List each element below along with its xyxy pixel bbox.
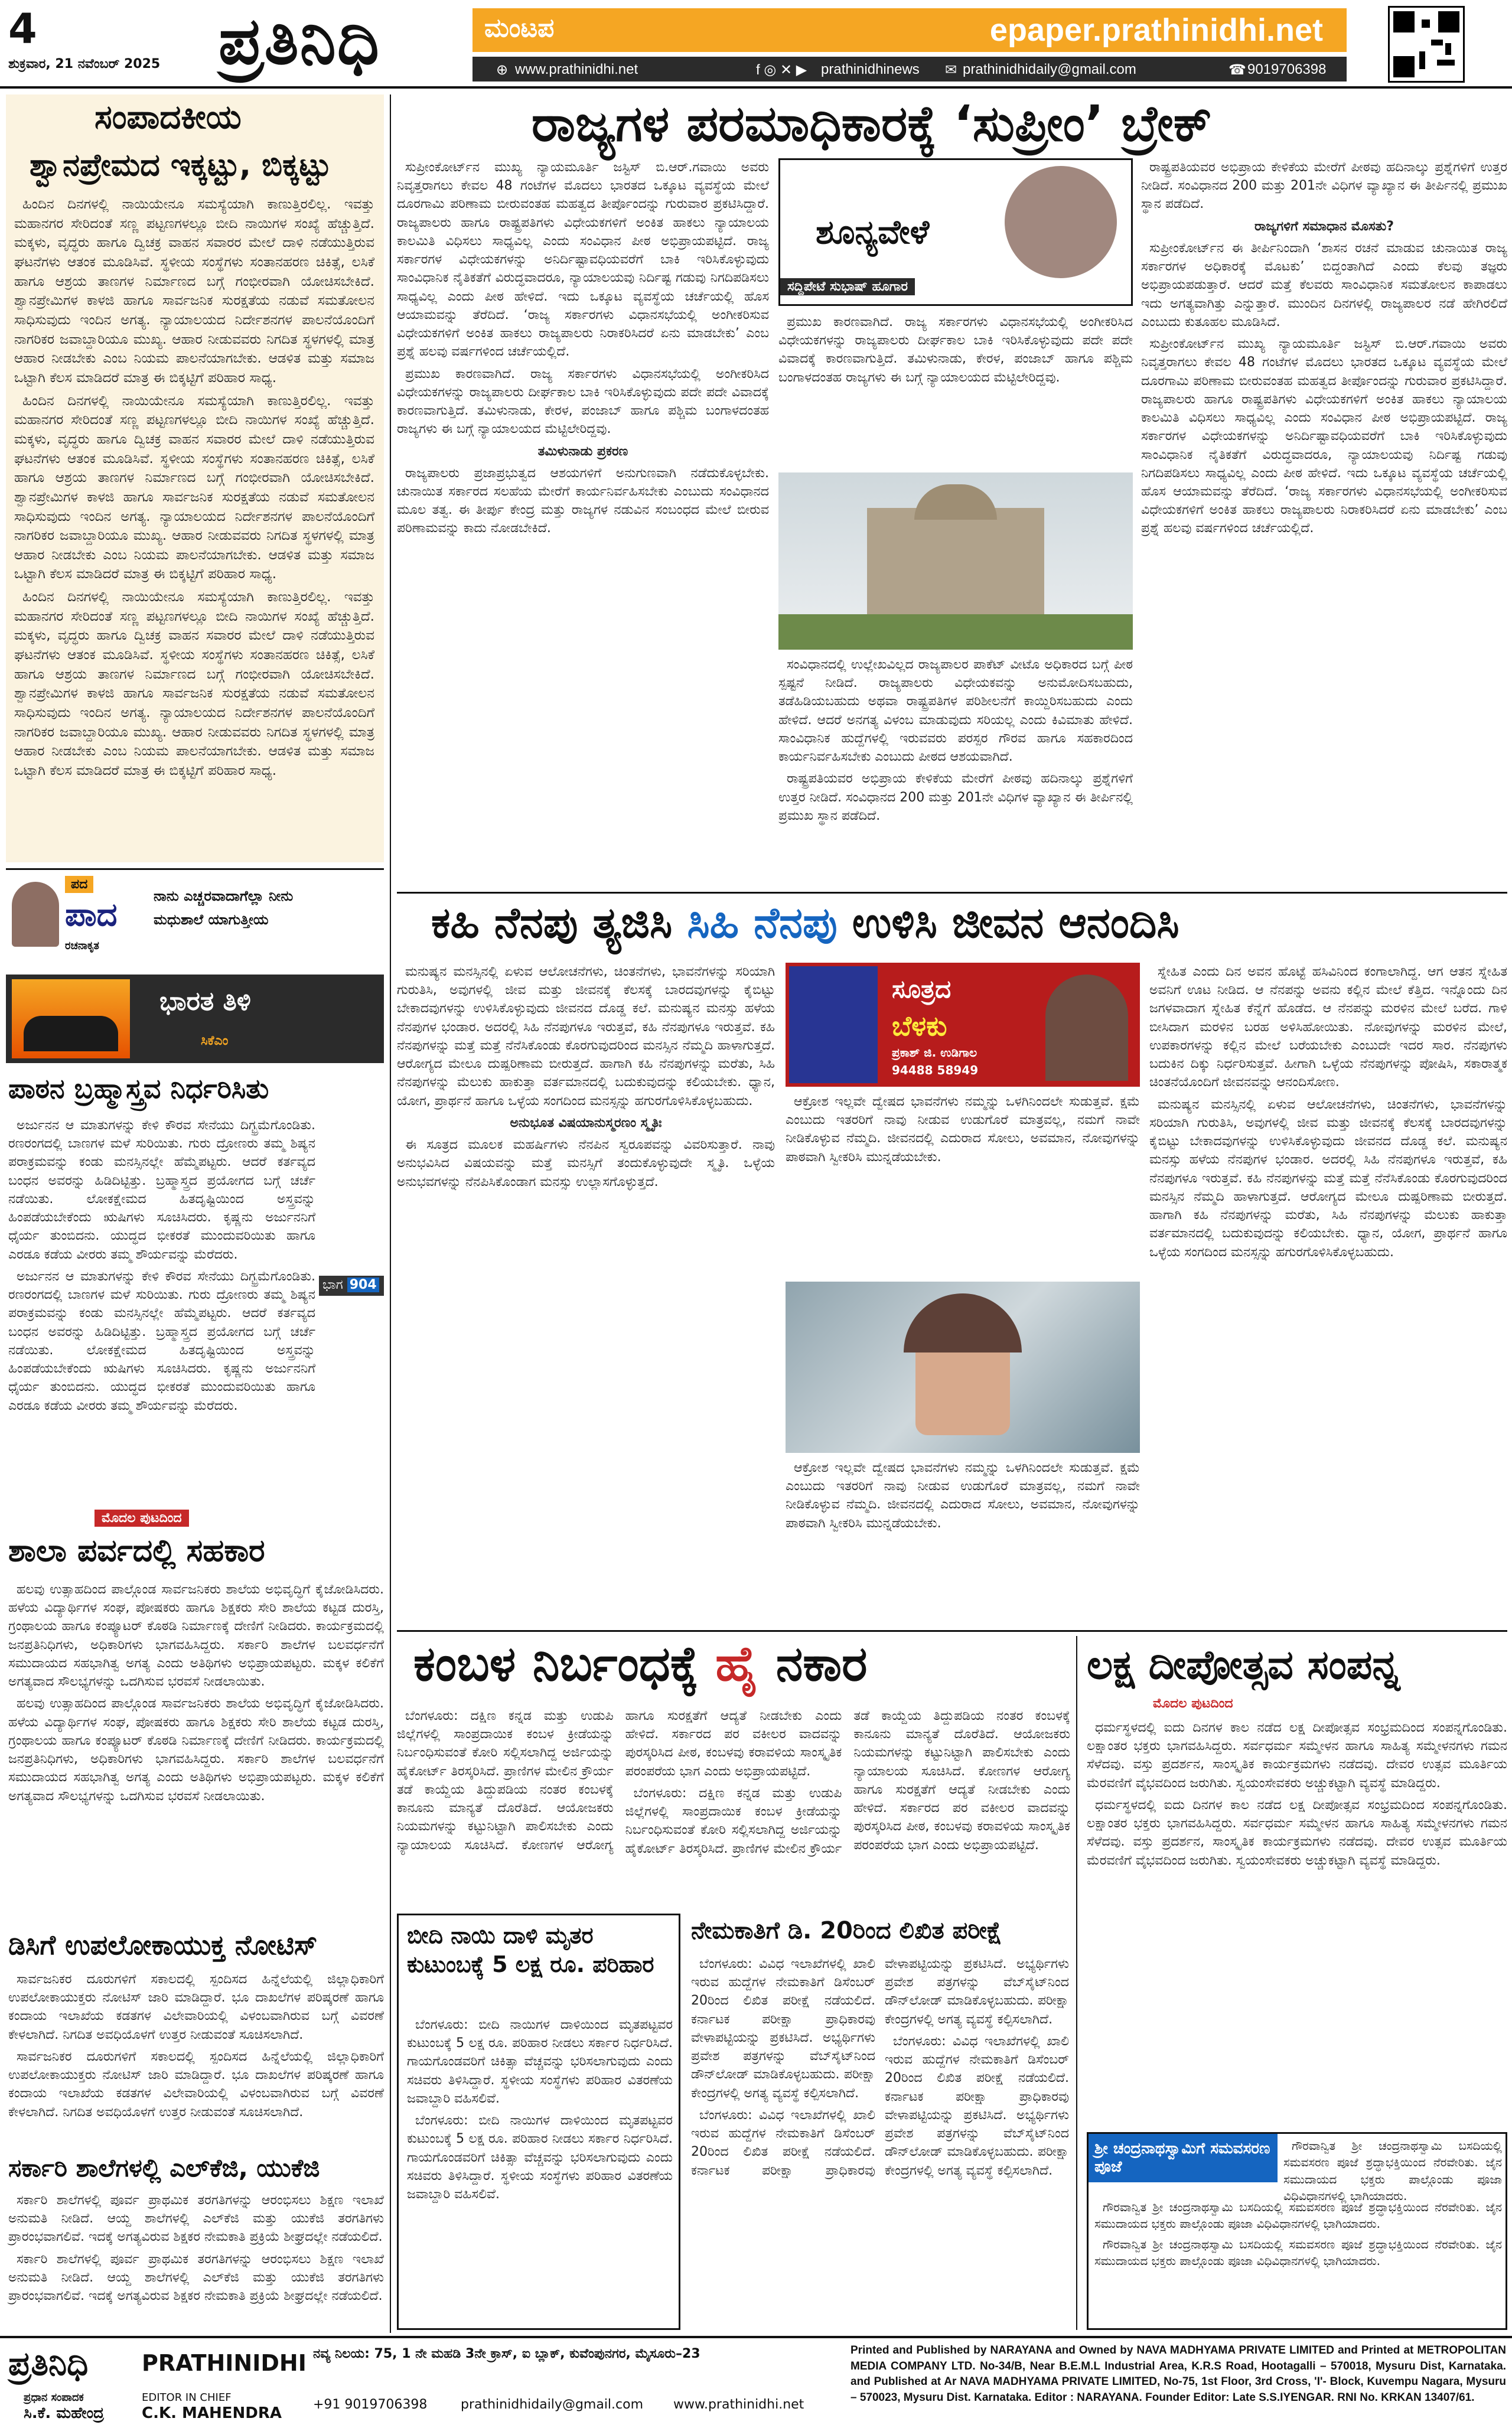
footer-web[interactable]: www.prathinidhi.net [673,2397,804,2412]
kambala-body: ಬೆಂಗಳೂರು: ದಕ್ಷಿಣ ಕನ್ನಡ ಮತ್ತು ಉಡುಪಿ ಜಿಲ್ಲೆಗಳಲ್ಲಿ ಸಾಂಪ್ರದಾಯಿಕ ಕಂಬಳ ಕ್ರೀಡೆಯನ್ನು ನಿರ್ಬಂಧಿಸುವಂತೆ ಕೋರಿ ಸಲ್ಲಿಸಲಾಗಿದ್ದ ಅರ್ಜಿಯನ್ನು ಹೈಕೋರ್ಟ್ ತಿರಸ್ಕರಿಸಿದೆ. ಪ್ರಾಣಿಗಳ ಮೇಲಿನ ಕ್ರೌರ್ಯ ತಡೆ ಕಾಯ್ದೆಯ ತಿದ್ದುಪಡಿಯ ನಂತರ ಕಂಬಳಕ್ಕೆ ಕಾನೂನು ಮಾನ್ಯತೆ ದೊರೆತಿದೆ. ಆಯೋಜಕರು ನಿಯಮಗಳನ್ನು ಕಟ್ಟುನಿಟ್ಟಾಗಿ ಪಾಲಿಸಬೇಕು ಎಂದು ನ್ಯಾಯಾಲಯ ಸೂಚಿಸಿದೆ. ಕೋಣಗಳ ಆರೋಗ್ಯ ಹಾಗೂ ಸುರಕ್ಷತೆಗೆ ಆದ್ಯತೆ ನೀಡಬೇಕು ಎಂದು ಹೇಳಿದೆ. ಸರ್ಕಾರದ ಪರ ವಕೀಲರ ವಾದವನ್ನು ಪುರಸ್ಕರಿಸಿದ ಪೀಠ, ಕಂಬಳವು ಕರಾವಳಿಯ ಸಾಂಸ್ಕೃತಿಕ ಪರಂಪರೆಯ ಭಾಗ ಎಂದು ಅಭಿಪ್ರಾಯಪಟ್ಟಿದೆ. ಬೆಂಗಳೂರು: ದಕ್ಷಿಣ ಕನ್ನಡ ಮತ್ತು ಉಡುಪಿ ಜಿಲ್ಲೆಗಳಲ್ಲಿ ಸಾಂಪ್ರದಾಯಿಕ ಕಂಬಳ ಕ್ರೀಡೆಯನ್ನು ನಿರ್ಬಂಧಿಸುವಂತೆ ಕೋರಿ ಸಲ್ಲಿಸಲಾಗಿದ್ದ ಅರ್ಜಿಯನ್ನು ಹೈಕೋರ್ಟ್ ತಿರಸ್ಕರಿಸಿದೆ. ಪ್ರಾಣಿಗಳ ಮೇಲಿನ ಕ್ರೌರ್ಯ ತಡೆ ಕಾಯ್ದೆಯ ತಿದ್ದುಪಡಿಯ ನಂತರ ಕಂಬಳಕ್ಕೆ ಕಾನೂನು ಮಾನ್ಯತೆ ದೊರೆತಿದೆ. ಆಯೋಜಕರು ನಿಯಮಗಳನ್ನು ಕಟ್ಟುನಿಟ್ಟಾಗಿ ಪಾಲಿಸಬೇಕು ಎಂದು ನ್ಯಾಯಾಲಯ ಸೂಚಿಸಿದೆ. ಕೋಣಗಳ ಆರೋಗ್ಯ ಹಾಗೂ ಸುರಕ್ಷತೆಗೆ ಆದ್ಯತೆ ನೀಡಬೇಕು ಎಂದು ಹೇಳಿದೆ. ಸರ್ಕಾರದ ಪರ ವಕೀಲರ ವಾದವನ್ನು ಪುರಸ್ಕರಿಸಿದ ಪೀಠ, ಕಂಬಳವು ಕರಾವಳಿಯ ಸಾಂಸ್ಕೃತಿಕ ಪರಂಪರೆಯ ಭಾಗ ಎಂದು ಅಭಿಪ್ರಾಯಪಟ್ಟಿದೆ. [397,1709,1070,1856]
columnist-name: ಸದ್ದಿಪೇಟೆ ಸುಭಾಷ್ ಹೂಗಾರ [780,278,915,295]
lead-body-col1: ಸುಪ್ರೀಂಕೋರ್ಟ್‌ನ ಮುಖ್ಯ ನ್ಯಾಯಮೂರ್ತಿ ಜಸ್ಟಿಸ್ ಬಿ.ಆರ್.ಗವಾಯಿ ಅವರು ನಿವೃತ್ತರಾಗಲು ಕೇವಲ 48 ಗಂಟೆಗಳ ಮೊದಲು ಭಾರತದ ಒಕ್ಕೂಟ ವ್ಯವಸ್ಥೆಯ ಮೇಲೆ ದೂರಗಾಮಿ ಪರಿಣಾಮ ಬೀರುವಂತಹ ಮಹತ್ವದ ತೀರ್ಪೊಂದನ್ನು ಗುರುವಾರ ಪ್ರಕಟಿಸಿದ್ದಾರೆ. ರಾಜ್ಯಪಾಲರು ಹಾಗೂ ರಾಷ್ಟ್ರಪತಿಗಳು ವಿಧೇಯಕಗಳಿಗೆ ಅಂಕಿತ ಹಾಕಲು ನ್ಯಾಯಾಲಯ ಕಾಲಮಿತಿ ವಿಧಿಸಲು ಸಾಧ್ಯವಿಲ್ಲ ಎಂದು ಸಂವಿಧಾನ ಪೀಠ ಅಭಿಪ್ರಾಯಪಟ್ಟಿದೆ. ರಾಜ್ಯ ಸರ್ಕಾರಗಳ ವಿಧೇಯಕಗಳನ್ನು ಅನಿರ್ದಿಷ್ಟಾವಧಿಯವರೆಗೆ ಬಾಕಿ ಇರಿಸಿಕೊಳ್ಳುವುದು ಸಾಂವಿಧಾನಿಕ ನೈತಿಕತೆಗೆ ವಿರುದ್ಧವಾದರೂ, ನ್ಯಾಯಾಲಯವು ನಿರ್ದಿಷ್ಟ ಗಡುವು ನಿಗದಿಪಡಿಸಲು ಸಾಧ್ಯವಿಲ್ಲ ಎಂದು ಪೀಠ ಹೇಳಿದೆ. ಇದು ಒಕ್ಕೂಟ ವ್ಯವಸ್ಥೆಯ ಚರ್ಚೆಯಲ್ಲಿ ಹೊಸ ಆಯಾಮವನ್ನು ತೆರೆದಿದೆ. ‘ರಾಜ್ಯ ಸರ್ಕಾರಗಳು ವಿಧಾನಸಭೆಯಲ್ಲಿ ಅಂಗೀಕರಿಸುವ ವಿಧೇಯಕಗಳಿಗೆ ಅಂಕಿತ ಹಾಕಲು ರಾಜ್ಯಪಾಲರು ನಿರಾಕರಿಸಿದರೆ ಏನು ಮಾಡಬೇಕು’ ಎಂಬ ಪ್ರಶ್ನೆ ಹಲವು ವರ್ಷಗಳಿಂದ ಚರ್ಚೆಯಲ್ಲಿದೆ. ಪ್ರಮುಖ ಕಾರಣವಾಗಿದೆ. ರಾಜ್ಯ ಸರ್ಕಾರಗಳು ವಿಧಾನಸಭೆಯಲ್ಲಿ ಅಂಗೀಕರಿಸಿದ ವಿಧೇಯಕಗಳನ್ನು ರಾಜ್ಯಪಾಲರು ದೀರ್ಘಕಾಲ ಬಾಕಿ ಇರಿಸಿಕೊಳ್ಳುವುದು ಪದೇ ಪದೇ ವಿವಾದಕ್ಕೆ ಕಾರಣವಾಗುತ್ತಿದೆ. ತಮಿಳುನಾಡು, ಕೇರಳ, ಪಂಜಾಬ್ ಹಾಗೂ ಪಶ್ಚಿಮ ಬಂಗಾಳದಂತಹ ರಾಜ್ಯಗಳು ಈ ಬಗ್ಗೆ ನ್ಯಾಯಾಲಯದ ಮೆಟ್ಟಿಲೇರಿದ್ದವು. ತಮಿಳುನಾಡು ಪ್ರಕರಣ ರಾಜ್ಯಪಾಲರು ಪ್ರಜಾಪ್ರಭುತ್ವದ ಆಶಯಗಳಿಗೆ ಅನುಗುಣವಾಗಿ ನಡೆದುಕೊಳ್ಳಬೇಕು. ಚುನಾಯಿತ ಸರ್ಕಾರದ ಸಲಹೆಯ ಮೇರೆಗೆ ಕಾರ್ಯನಿರ್ವಹಿಸಬೇಕು ಎಂಬುದು ಸಂವಿಧಾನದ ಮೂಲ ತತ್ವ. ಈ ತೀರ್ಪು ಕೇಂದ್ರ ಮತ್ತು ರಾಜ್ಯಗಳ ನಡುವಿನ ಸಂಬಂಧದ ಮೇಲೆ ಬೀರುವ ಪರಿಣಾಮವನ್ನು ಕಾದು ನೋಡಬೇಕಿದೆ. [397,160,769,536]
website-link[interactable]: www.prathinidhi.net [515,61,638,77]
deepotsava-body: ಧರ್ಮಸ್ಥಳದಲ್ಲಿ ಐದು ದಿನಗಳ ಕಾಲ ನಡೆದ ಲಕ್ಷ ದೀಪೋತ್ಸವ ಸಂಭ್ರಮದಿಂದ ಸಂಪನ್ನಗೊಂಡಿತು. ಲಕ್ಷಾಂತರ ಭಕ್ತರು ಭಾಗವಹಿಸಿದ್ದರು. ಸರ್ವಧರ್ಮ ಸಮ್ಮೇಳನ ಹಾಗೂ ಸಾಹಿತ್ಯ ಸಮ್ಮೇಳನಗಳು ಗಮನ ಸೆಳೆದವು. ವಸ್ತು ಪ್ರದರ್ಶನ, ಸಾಂಸ್ಕೃತಿಕ ಕಾರ್ಯಕ್ರಮಗಳು ನಡೆದವು. ದೇವರ ಉತ್ಸವ ಮೂರ್ತಿಯ ಮೆರವಣಿಗೆ ವೈಭವದಿಂದ ಜರುಗಿತು. ಸ್ವಯಂಸೇವಕರು ಅಚ್ಚುಕಟ್ಟಾಗಿ ವ್ಯವಸ್ಥೆ ಮಾಡಿದ್ದರು. ಧರ್ಮಸ್ಥಳದಲ್ಲಿ ಐದು ದಿನಗಳ ಕಾಲ ನಡೆದ ಲಕ್ಷ ದೀಪೋತ್ಸವ ಸಂಭ್ರಮದಿಂದ ಸಂಪನ್ನಗೊಂಡಿತು. ಲಕ್ಷಾಂತರ ಭಕ್ತರು ಭಾಗವಹಿಸಿದ್ದರು. ಸರ್ವಧರ್ಮ ಸಮ್ಮೇಳನ ಹಾಗೂ ಸಾಹಿತ್ಯ ಸಮ್ಮೇಳನಗಳು ಗಮನ ಸೆಳೆದವು. ವಸ್ತು ಪ್ರದರ್ಶನ, ಸಾಂಸ್ಕೃತಿಕ ಕಾರ್ಯಕ್ರಮಗಳು ನಡೆದವು. ದೇವರ ಉತ್ಸವ ಮೂರ್ತಿಯ ಮೆರವಣಿಗೆ ವೈಭವದಿಂದ ಜರುಗಿತು. ಸ್ವಯಂಸೇವಕರು ಅಚ್ಚುಕಟ್ಟಾಗಿ ವ್ಯವಸ್ಥೆ ಮಾಡಿದ್ದರು. [1087,1720,1507,1868]
bharata-banner [6,975,384,1063]
lkg-body: ಸರ್ಕಾರಿ ಶಾಲೆಗಳಲ್ಲಿ ಪೂರ್ವ ಪ್ರಾಥಮಿಕ ತರಗತಿಗಳನ್ನು ಆರಂಭಿಸಲು ಶಿಕ್ಷಣ ಇಲಾಖೆ ಅನುಮತಿ ನೀಡಿದೆ. ಆಯ್ದ ಶಾಲೆಗಳಲ್ಲಿ ಎಲ್‌ಕೆಜಿ ಮತ್ತು ಯುಕೆಜಿ ತರಗತಿಗಳು ಪ್ರಾರಂಭವಾಗಲಿವೆ. ಇದಕ್ಕೆ ಅಗತ್ಯವಿರುವ ಶಿಕ್ಷಕರ ನೇಮಕಾತಿ ಪ್ರಕ್ರಿಯೆ ಶೀಘ್ರದಲ್ಲೇ ನಡೆಯಲಿದೆ. ಸರ್ಕಾರಿ ಶಾಲೆಗಳಲ್ಲಿ ಪೂರ್ವ ಪ್ರಾಥಮಿಕ ತರಗತಿಗಳನ್ನು ಆರಂಭಿಸಲು ಶಿಕ್ಷಣ ಇಲಾಖೆ ಅನುಮತಿ ನೀಡಿದೆ. ಆಯ್ದ ಶಾಲೆಗಳಲ್ಲಿ ಎಲ್‌ಕೆಜಿ ಮತ್ತು ಯುಕೆಜಿ ತರಗತಿಗಳು ಪ್ರಾರಂಭವಾಗಲಿವೆ. ಇದಕ್ಕೆ ಅಗತ್ಯವಿರುವ ಶಿಕ್ಷಕರ ನೇಮಕಾತಿ ಪ್ರಕ್ರಿಯೆ ಶೀಘ್ರದಲ್ಲೇ ನಡೆಯಲಿದೆ. [8,2193,384,2304]
hope-headline: ಕಹಿ ನೆನಪು ತ್ಯಜಿಸಿ ಸಿಹಿ ನೆನಪು ಉಳಿಸಿ ಜೀವನ ಆನಂದಿಸಿ [431,898,1179,947]
column-banner [778,158,1133,306]
page-number: 4 [8,5,37,53]
footer-email[interactable]: prathinidhidaily@gmail.com [461,2397,644,2412]
stressed-woman-photo [786,1282,1140,1453]
samavasarana-box [1087,2132,1507,2330]
hope-body-col2: ಆಕ್ರೋಶ ಇಲ್ಲವೇ ದ್ವೇಷದ ಭಾವನೆಗಳು ನಮ್ಮನ್ನು ಒಳಗಿನಿಂದಲೇ ಸುಡುತ್ತವೆ. ಕ್ಷಮೆ ಎಂಬುದು ಇತರರಿಗೆ ನಾವು ನೀಡುವ ಉಡುಗೊರೆ ಮಾತ್ರವಲ್ಲ, ನಮಗೆ ನಾವೇ ನೀಡಿಕೊಳ್ಳುವ ನೆಮ್ಮದಿ. ಜೀವನದಲ್ಲಿ ಎದುರಾದ ಸೋಲು, ಅವಮಾನ, ನೋವುಗಳನ್ನು ಪಾಠವಾಗಿ ಸ್ವೀಕರಿಸಿ ಮುನ್ನಡೆಯಬೇಕು. [786,1094,1140,1165]
samavasarana-body-2: ಗೌರವಾನ್ವಿತ ಶ್ರೀ ಚಂದ್ರನಾಥಸ್ವಾಮಿ ಬಸದಿಯಲ್ಲಿ ಸಮವಸರಣ ಪೂಜೆ ಶ್ರದ್ಧಾಭಕ್ತಿಯಿಂದ ನೆರವೇರಿತು. ಜೈನ ಸಮುದಾಯದ ಭಕ್ತರು ಪಾಲ್ಗೊಂಡು ಪೂಜಾ ವಿಧಿವಿಧಾನಗಳಲ್ಲಿ ಭಾಗಿಯಾದರು. ಗೌರವಾನ್ವಿತ ಶ್ರೀ ಚಂದ್ರನಾಥಸ್ವಾಮಿ ಬಸದಿಯಲ್ಲಿ ಸಮವಸರಣ ಪೂಜೆ ಶ್ರದ್ಧಾಭಕ್ತಿಯಿಂದ ನೆರವೇರಿತು. ಜೈನ ಸಮುದಾಯದ ಭಕ್ತರು ಪಾಲ್ಗೊಂಡು ಪೂಜಾ ವಿಧಿವಿಧಾನಗಳಲ್ಲಿ ಭಾಗಿಯಾದರು. [1094,2200,1502,2269]
banner-title: ಸೂತ್ರದ [892,975,951,1003]
banner-phone: 94488 58949 [892,1063,979,1077]
chariot-silhouette [24,1016,118,1051]
deity-image [789,966,878,1083]
banner-subtitle: ಬೆಳಕು [892,1010,947,1042]
editorial-title: ಶ್ವಾನಪ್ರೇಮದ ಇಕ್ಕಟ್ಟು, ಬಿಕ್ಕಟ್ಟು [30,148,331,183]
editor-en-label: EDITOR IN CHIEF [142,2391,232,2404]
email-link[interactable]: prathinidhidaily@gmail.com [963,61,1136,77]
deepotsava-headline: ಲಕ್ಷ ದೀಪೋತ್ಸವ ಸಂಪನ್ನ [1087,1642,1400,1689]
pada-line-2: ಮಧುಶಾಲೆ ಯಾಗುತ್ತೀಯ [154,911,269,928]
editorial-block [6,94,384,862]
footer-logo-en: PRATHINIDHI [142,2350,307,2376]
kambala-headline: ಕಂಬಳ ನಿರ್ಬಂಧಕ್ಕೆ ಹೈ ನಕಾರ [413,1636,868,1692]
editor-en-name: C.K. MAHENDRA [142,2404,282,2422]
editor-kn-name: ಸಿ.ಕೆ. ಮಹೇಂದ್ರ [24,2404,105,2422]
front-page-tag: ಮೊದಲ ಪುಟದಿಂದ [94,1510,189,1527]
lead-body-col2: ಪ್ರಮುಖ ಕಾರಣವಾಗಿದೆ. ರಾಜ್ಯ ಸರ್ಕಾರಗಳು ವಿಧಾನಸಭೆಯಲ್ಲಿ ಅಂಗೀಕರಿಸಿದ ವಿಧೇಯಕಗಳನ್ನು ರಾಜ್ಯಪಾಲರು ದೀರ್ಘಕಾಲ ಬಾಕಿ ಇರಿಸಿಕೊಳ್ಳುವುದು ಪದೇ ಪದೇ ವಿವಾದಕ್ಕೆ ಕಾರಣವಾಗುತ್ತಿದೆ. ತಮಿಳುನಾಡು, ಕೇರಳ, ಪಂಜಾಬ್ ಹಾಗೂ ಪಶ್ಚಿಮ ಬಂಗಾಳದಂತಹ ರಾಜ್ಯಗಳು ಈ ಬಗ್ಗೆ ನ್ಯಾಯಾಲಯದ ಮೆಟ್ಟಿಲೇರಿದ್ದವು. [778,315,1133,385]
dc-body: ಸಾರ್ವಜನಿಕರ ದೂರುಗಳಿಗೆ ಸಕಾಲದಲ್ಲಿ ಸ್ಪಂದಿಸದ ಹಿನ್ನೆಲೆಯಲ್ಲಿ ಜಿಲ್ಲಾಧಿಕಾರಿಗೆ ಉಪಲೋಕಾಯುಕ್ತರು ನೋಟಿಸ್ ಜಾರಿ ಮಾಡಿದ್ದಾರೆ. ಭೂ ದಾಖಲೆಗಳ ಪರಿಷ್ಕರಣೆ ಹಾಗೂ ಕಂದಾಯ ಇಲಾಖೆಯ ಕಡತಗಳ ವಿಲೇವಾರಿಯಲ್ಲಿ ವಿಳಂಬವಾಗಿರುವ ಬಗ್ಗೆ ವಿವರಣೆ ಕೇಳಲಾಗಿದೆ. ನಿಗದಿತ ಅವಧಿಯೊಳಗೆ ಉತ್ತರ ನೀಡುವಂತೆ ಸೂಚಿಸಲಾಗಿದೆ. ಸಾರ್ವಜನಿಕರ ದೂರುಗಳಿಗೆ ಸಕಾಲದಲ್ಲಿ ಸ್ಪಂದಿಸದ ಹಿನ್ನೆಲೆಯಲ್ಲಿ ಜಿಲ್ಲಾಧಿಕಾರಿಗೆ ಉಪಲೋಕಾಯುಕ್ತರು ನೋಟಿಸ್ ಜಾರಿ ಮಾಡಿದ್ದಾರೆ. ಭೂ ದಾಖಲೆಗಳ ಪರಿಷ್ಕರಣೆ ಹಾಗೂ ಕಂದಾಯ ಇಲಾಖೆಯ ಕಡತಗಳ ವಿಲೇವಾರಿಯಲ್ಲಿ ವಿಳಂಬವಾಗಿರುವ ಬಗ್ಗೆ ವಿವರಣೆ ಕೇಳಲಾಗಿದೆ. ನಿಗದಿತ ಅವಧಿಯೊಳಗೆ ಉತ್ತರ ನೀಡುವಂತೆ ಸೂಚಿಸಲಾಗಿದೆ. [8,1972,384,2120]
footer-address: ನವ್ಯ ನಿಲಯ: 75, 1 ನೇ ಮಹಡಿ 3ನೇ ಕ್ರಾಸ್, ಐ ಬ್ಲಾಕ್, ಕುವೆಂಪುನಗರ, ಮೈಸೂರು–23 [313,2346,700,2361]
section-band [472,8,1347,52]
pada-label: ಪದ [65,876,93,893]
section-divider [397,892,1507,894]
bharata-part: ಭಾಗ 904 [319,1276,384,1296]
hope-body-col4: ಸ್ನೇಹಿತ ಎಂದು ದಿನ ಅವನ ಹೊಟ್ಟೆ ಹಸಿವಿನಿಂದ ಕಂಗಾಲಾಗಿದ್ದ. ಆಗ ಆತನ ಸ್ನೇಹಿತ ಅವನಿಗೆ ಊಟ ನೀಡಿದ. ಆ ನೆನಪನ್ನು ಅವನು ಕಲ್ಲಿನ ಮೇಲೆ ಕೆತ್ತಿದ. ಇನ್ನೊಂದು ದಿನ ಜಗಳವಾದಾಗ ಸ್ನೇಹಿತ ಕೆನ್ನೆಗೆ ಹೊಡೆದ. ಆ ನೆನಪನ್ನು ಮರಳಿನ ಮೇಲೆ ಬರೆದ. ಗಾಳಿ ಬೀಸಿದಾಗ ಮರಳಿನ ಬರಹ ಅಳಿಸಿಹೋಯಿತು. ನೋವುಗಳನ್ನು ಮರಳಿನ ಮೇಲೆ, ಉಪಕಾರಗಳನ್ನು ಕಲ್ಲಿನ ಮೇಲೆ ಬರೆಯಬೇಕು ಎಂಬುದೇ ಇದರ ಸಾರ. ನೆನಪುಗಳು ಬದುಕಿನ ದಿಕ್ಕು ನಿರ್ಧರಿಸುತ್ತವೆ. ಹೀಗಾಗಿ ಒಳ್ಳೆಯ ನೆನಪುಗಳನ್ನು ಪೋಷಿಸಿ, ಸಕಾರಾತ್ಮಕ ಚಿಂತನೆಯೊಂದಿಗೆ ಜೀವನವನ್ನು ಆನಂದಿಸೋಣ. ಮನುಷ್ಯನ ಮನಸ್ಸಿನಲ್ಲಿ ಏಳುವ ಆಲೋಚನೆಗಳು, ಚಿಂತನೆಗಳು, ಭಾವನೆಗಳನ್ನು ಸರಿಯಾಗಿ ಗುರುತಿಸಿ, ಅವುಗಳಲ್ಲಿ ಜೀವ ಮತ್ತು ಜೀವನಕ್ಕೆ ಕೆಲಸಕ್ಕೆ ಬಾರದವುಗಳನ್ನು ಕೈಬಿಟ್ಟು ಬೇಕಾದವುಗಳನ್ನು ಉಳಿಸಿಕೊಳ್ಳುವುದು ಜೀವನದ ದೊಡ್ಡ ಕಲೆ. ಮನುಷ್ಯನ ಮನಸ್ಸು ಹಳೆಯ ನೆನಪುಗಳ ಭಂಡಾರ. ಅದರಲ್ಲಿ ಸಿಹಿ ನೆನಪುಗಳೂ ಇರುತ್ತವೆ, ಕಹಿ ನೆನಪುಗಳೂ ಇರುತ್ತವೆ. ಕಹಿ ನೆನಪುಗಳನ್ನು ಮತ್ತೆ ಮತ್ತೆ ನೆನೆಸಿಕೊಂಡು ಕೊರಗುವುದರಿಂದ ಮನಸ್ಸಿನ ನೆಮ್ಮದಿ ಹಾಳಾಗುತ್ತದೆ. ಆರೋಗ್ಯದ ಮೇಲೂ ದುಷ್ಪರಿಣಾಮ ಬೀರುತ್ತದೆ. ಹಾಗಾಗಿ ಕಹಿ ನೆನಪುಗಳನ್ನು ಮರೆತು, ಸಿಹಿ ನೆನಪುಗಳನ್ನು ಮೆಲುಕು ಹಾಕುತ್ತಾ ವರ್ತಮಾನದಲ್ಲಿ ಬದುಕುವುದನ್ನು ಕಲಿಯಬೇಕು. ಧ್ಯಾನ, ಯೋಗ, ಪ್ರಾರ್ಥನೆ ಹಾಗೂ ಒಳ್ಳೆಯ ಸಂಗದಿಂದ ಮನಸ್ಸನ್ನು ಹಗುರಗೊಳಿಸಿಕೊಳ್ಳಬಹುದು. [1149,964,1507,1260]
masthead-logo[interactable]: ಪ್ರತಿನಿಧಿ [219,2,380,79]
dog-body: ಬೆಂಗಳೂರು: ಬೀದಿ ನಾಯಿಗಳ ದಾಳಿಯಿಂದ ಮೃತಪಟ್ಟವರ ಕುಟುಂಬಕ್ಕೆ 5 ಲಕ್ಷ ರೂ. ಪರಿಹಾರ ನೀಡಲು ಸರ್ಕಾರ ನಿರ್ಧರಿಸಿದೆ. ಗಾಯಗೊಂಡವರಿಗೆ ಚಿಕಿತ್ಸಾ ವೆಚ್ಚವನ್ನು ಭರಿಸಲಾಗುವುದು ಎಂದು ಸಚಿವರು ತಿಳಿಸಿದ್ದಾರೆ. ಸ್ಥಳೀಯ ಸಂಸ್ಥೆಗಳು ಪರಿಹಾರ ವಿತರಣೆಯ ಜವಾಬ್ದಾರಿ ವಹಿಸಲಿವೆ. ಬೆಂಗಳೂರು: ಬೀದಿ ನಾಯಿಗಳ ದಾಳಿಯಿಂದ ಮೃತಪಟ್ಟವರ ಕುಟುಂಬಕ್ಕೆ 5 ಲಕ್ಷ ರೂ. ಪರಿಹಾರ ನೀಡಲು ಸರ್ಕಾರ ನಿರ್ಧರಿಸಿದೆ. ಗಾಯಗೊಂಡವರಿಗೆ ಚಿಕಿತ್ಸಾ ವೆಚ್ಚವನ್ನು ಭರಿಸಲಾಗುವುದು ಎಂದು ಸಚಿವರು ತಿಳಿಸಿದ್ದಾರೆ. ಸ್ಥಳೀಯ ಸಂಸ್ಥೆಗಳು ಪರಿಹಾರ ವಿತರಣೆಯ ಜವಾಬ್ದಾರಿ ವಹಿಸಲಿವೆ. [407,2018,673,2202]
deepotsava-tag: ಮೊದಲ ಪುಟದಿಂದ [1146,1695,1240,1712]
samavasarana-title: ಶ್ರೀ ಚಂದ್ರನಾಥಸ್ವಾಮಿಗೆ ಸಮವಸರಣ ಪೂಜೆ [1089,2134,1278,2182]
hope-body-col3: ಆಕ್ರೋಶ ಇಲ್ಲವೇ ದ್ವೇಷದ ಭಾವನೆಗಳು ನಮ್ಮನ್ನು ಒಳಗಿನಿಂದಲೇ ಸುಡುತ್ತವೆ. ಕ್ಷಮೆ ಎಂಬುದು ಇತರರಿಗೆ ನಾವು ನೀಡುವ ಉಡುಗೊರೆ ಮಾತ್ರವಲ್ಲ, ನಮಗೆ ನಾವೇ ನೀಡಿಕೊಳ್ಳುವ ನೆಮ್ಮದಿ. ಜೀವನದಲ್ಲಿ ಎದುರಾದ ಸೋಲು, ಅವಮಾನ, ನೋವುಗಳನ್ನು ಪಾಠವಾಗಿ ಸ್ವೀಕರಿಸಿ ಮುನ್ನಡೆಯಬೇಕು. [786,1461,1140,1531]
pada-box [6,868,384,969]
column-title: ಶೂನ್ಯವೇಳೆ [816,213,930,252]
exam-headline: ನೇಮಕಾತಿಗೆ ಡಿ. 20ರಿಂದ ಲಿಖಿತ ಪರೀಕ್ಷೆ [691,1917,1002,1944]
section-name: ಮಂಟಪ [484,13,555,43]
column-divider-2 [1076,1636,1077,2330]
bharata-headline: ಪಾಠನ ಬ್ರಹ್ಮಾಸ್ತ್ರವ ನಿರ್ಧರಿಸಿತು [8,1073,269,1104]
masthead [0,0,1512,89]
lead-body-col4: ರಾಷ್ಟ್ರಪತಿಯವರ ಅಭಿಪ್ರಾಯ ಕೇಳಿಕೆಯ ಮೇರೆಗೆ ಪೀಠವು ಹದಿನಾಲ್ಕು ಪ್ರಶ್ನೆಗಳಿಗೆ ಉತ್ತರ ನೀಡಿದೆ. ಸಂವಿಧಾನದ 200 ಮತ್ತು 201ನೇ ವಿಧಿಗಳ ವ್ಯಾಖ್ಯಾನ ಈ ತೀರ್ಪಿನಲ್ಲಿ ಪ್ರಮುಖ ಸ್ಥಾನ ಪಡೆದಿದೆ. ರಾಜ್ಯಗಳಿಗೆ ಸಮಾಧಾನ ಮೊಸತು? ಸುಪ್ರೀಂಕೋರ್ಟ್‌ನ ಈ ತೀರ್ಪಿನಿಂದಾಗಿ ‘ಶಾಸನ ರಚನೆ ಮಾಡುವ ಚುನಾಯಿತ ರಾಜ್ಯ ಸರ್ಕಾರಗಳ ಅಧಿಕಾರಕ್ಕೆ ಮೊಟಕು’ ಬಿದ್ದಂತಾಗಿದೆ ಎಂದು ಕೆಲವು ತಜ್ಞರು ಅಭಿಪ್ರಾಯಪಡುತ್ತಾರೆ. ಆದರೆ ಮತ್ತೆ ಕೆಲವರು ಸಾಂವಿಧಾನಿಕ ಸಮತೋಲನ ಕಾಪಾಡಲು ಇದು ಅಗತ್ಯವಾಗಿತ್ತು ಎನ್ನುತ್ತಾರೆ. ಮುಂದಿನ ದಿನಗಳಲ್ಲಿ ರಾಜ್ಯಪಾಲರ ನಡೆ ಹೇಗಿರಲಿದೆ ಎಂಬುದು ಕುತೂಹಲ ಮೂಡಿಸಿದೆ. ಸುಪ್ರೀಂಕೋರ್ಟ್‌ನ ಮುಖ್ಯ ನ್ಯಾಯಮೂರ್ತಿ ಜಸ್ಟಿಸ್ ಬಿ.ಆರ್.ಗವಾಯಿ ಅವರು ನಿವೃತ್ತರಾಗಲು ಕೇವಲ 48 ಗಂಟೆಗಳ ಮೊದಲು ಭಾರತದ ಒಕ್ಕೂಟ ವ್ಯವಸ್ಥೆಯ ಮೇಲೆ ದೂರಗಾಮಿ ಪರಿಣಾಮ ಬೀರುವಂತಹ ಮಹತ್ವದ ತೀರ್ಪೊಂದನ್ನು ಗುರುವಾರ ಪ್ರಕಟಿಸಿದ್ದಾರೆ. ರಾಜ್ಯಪಾಲರು ಹಾಗೂ ರಾಷ್ಟ್ರಪತಿಗಳು ವಿಧೇಯಕಗಳಿಗೆ ಅಂಕಿತ ಹಾಕಲು ನ್ಯಾಯಾಲಯ ಕಾಲಮಿತಿ ವಿಧಿಸಲು ಸಾಧ್ಯವಿಲ್ಲ ಎಂದು ಸಂವಿಧಾನ ಪೀಠ ಅಭಿಪ್ರಾಯಪಟ್ಟಿದೆ. ರಾಜ್ಯ ಸರ್ಕಾರಗಳ ವಿಧೇಯಕಗಳನ್ನು ಅನಿರ್ದಿಷ್ಟಾವಧಿಯವರೆಗೆ ಬಾಕಿ ಇರಿಸಿಕೊಳ್ಳುವುದು ಸಾಂವಿಧಾನಿಕ ನೈತಿಕತೆಗೆ ವಿರುದ್ಧವಾದರೂ, ನ್ಯಾಯಾಲಯವು ನಿರ್ದಿಷ್ಟ ಗಡುವು ನಿಗದಿಪಡಿಸಲು ಸಾಧ್ಯವಿಲ್ಲ ಎಂದು ಪೀಠ ಹೇಳಿದೆ. ಇದು ಒಕ್ಕೂಟ ವ್ಯವಸ್ಥೆಯ ಚರ್ಚೆಯಲ್ಲಿ ಹೊಸ ಆಯಾಮವನ್ನು ತೆರೆದಿದೆ. ‘ರಾಜ್ಯ ಸರ್ಕಾರಗಳು ವಿಧಾನಸಭೆಯಲ್ಲಿ ಅಂಗೀಕರಿಸುವ ವಿಧೇಯಕಗಳಿಗೆ ಅಂಕಿತ ಹಾಕಲು ರಾಜ್ಯಪಾಲರು ನಿರಾಕರಿಸಿದರೆ ಏನು ಮಾಡಬೇಕು’ ಎಂಬ ಪ್ರಶ್ನೆ ಹಲವು ವರ್ಷಗಳಿಂದ ಚರ್ಚೆಯಲ್ಲಿದೆ. [1141,160,1507,536]
exam-body: ಬೆಂಗಳೂರು: ವಿವಿಧ ಇಲಾಖೆಗಳಲ್ಲಿ ಖಾಲಿ ಇರುವ ಹುದ್ದೆಗಳ ನೇಮಕಾತಿಗೆ ಡಿಸೆಂಬರ್ 20ರಿಂದ ಲಿಖಿತ ಪರೀಕ್ಷೆ ನಡೆಯಲಿದೆ. ಕರ್ನಾಟಕ ಪರೀಕ್ಷಾ ಪ್ರಾಧಿಕಾರವು ವೇಳಾಪಟ್ಟಿಯನ್ನು ಪ್ರಕಟಿಸಿದೆ. ಅಭ್ಯರ್ಥಿಗಳು ಪ್ರವೇಶ ಪತ್ರಗಳನ್ನು ವೆಬ್‌ಸೈಟ್‌ನಿಂದ ಡೌನ್‌ಲೋಡ್ ಮಾಡಿಕೊಳ್ಳಬಹುದು. ಪರೀಕ್ಷಾ ಕೇಂದ್ರಗಳಲ್ಲಿ ಅಗತ್ಯ ವ್ಯವಸ್ಥೆ ಕಲ್ಪಿಸಲಾಗಿದೆ. ಬೆಂಗಳೂರು: ವಿವಿಧ ಇಲಾಖೆಗಳಲ್ಲಿ ಖಾಲಿ ಇರುವ ಹುದ್ದೆಗಳ ನೇಮಕಾತಿಗೆ ಡಿಸೆಂಬರ್ 20ರಿಂದ ಲಿಖಿತ ಪರೀಕ್ಷೆ ನಡೆಯಲಿದೆ. ಕರ್ನಾಟಕ ಪರೀಕ್ಷಾ ಪ್ರಾಧಿಕಾರವು ವೇಳಾಪಟ್ಟಿಯನ್ನು ಪ್ರಕಟಿಸಿದೆ. ಅಭ್ಯರ್ಥಿಗಳು ಪ್ರವೇಶ ಪತ್ರಗಳನ್ನು ವೆಬ್‌ಸೈಟ್‌ನಿಂದ ಡೌನ್‌ಲೋಡ್ ಮಾಡಿಕೊಳ್ಳಬಹುದು. ಪರೀಕ್ಷಾ ಕೇಂದ್ರಗಳಲ್ಲಿ ಅಗತ್ಯ ವ್ಯವಸ್ಥೆ ಕಲ್ಪಿಸಲಾಗಿದೆ. ಬೆಂಗಳೂರು: ವಿವಿಧ ಇಲಾಖೆಗಳಲ್ಲಿ ಖಾಲಿ ಇರುವ ಹುದ್ದೆಗಳ ನೇಮಕಾತಿಗೆ ಡಿಸೆಂಬರ್ 20ರಿಂದ ಲಿಖಿತ ಪರೀಕ್ಷೆ ನಡೆಯಲಿದೆ. ಕರ್ನಾಟಕ ಪರೀಕ್ಷಾ ಪ್ರಾಧಿಕಾರವು ವೇಳಾಪಟ್ಟಿಯನ್ನು ಪ್ರಕಟಿಸಿದೆ. ಅಭ್ಯರ್ಥಿಗಳು ಪ್ರವೇಶ ಪತ್ರಗಳನ್ನು ವೆಬ್‌ಸೈಟ್‌ನಿಂದ ಡೌನ್‌ಲೋಡ್ ಮಾಡಿಕೊಳ್ಳಬಹುದು. ಪರೀಕ್ಷಾ ಕೇಂದ್ರಗಳಲ್ಲಿ ಅಗತ್ಯ ವ್ಯವಸ್ಥೆ ಕಲ್ಪಿಸಲಾಗಿದೆ. [691,1957,1069,2178]
qr-code[interactable] [1388,6,1465,83]
pada-line-1: ನಾನು ಎಚ್ಚರವಾದಾಗೆಲ್ಲಾ ನೀನು [154,888,294,904]
banner-author: ಪ್ರಕಾಶ್ ಜಿ. ಉಡಿಗಾಲ [892,1045,977,1060]
editorial-body: ಹಿಂದಿನ ದಿನಗಳಲ್ಲಿ ನಾಯಿಯೇನೂ ಸಮಸ್ಯೆಯಾಗಿ ಕಾಣುತ್ತಿರಲಿಲ್ಲ. ಇವತ್ತು ಮಹಾನಗರ ಸೇರಿದಂತೆ ಸಣ್ಣ ಪಟ್ಟಣಗಳಲ್ಲೂ ಬೀದಿ ನಾಯಿಗಳ ಸಂಖ್ಯೆ ಹೆಚ್ಚುತ್ತಿದೆ. ಮಕ್ಕಳು, ವೃದ್ಧರು ಹಾಗೂ ದ್ವಿಚಕ್ರ ವಾಹನ ಸವಾರರ ಮೇಲೆ ದಾಳಿ ನಡೆಯುತ್ತಿರುವ ಘಟನೆಗಳು ಆತಂಕ ಮೂಡಿಸಿವೆ. ಸ್ಥಳೀಯ ಸಂಸ್ಥೆಗಳು ಸಂತಾನಹರಣ ಚಿಕಿತ್ಸೆ, ಲಸಿಕೆ ಹಾಗೂ ಆಶ್ರಯ ತಾಣಗಳ ನಿರ್ಮಾಣದ ಬಗ್ಗೆ ಗಂಭೀರವಾಗಿ ಯೋಚಿಸಬೇಕಿದೆ. ಶ್ವಾನಪ್ರೇಮಿಗಳ ಕಾಳಜಿ ಹಾಗೂ ಸಾರ್ವಜನಿಕ ಸುರಕ್ಷತೆಯ ನಡುವೆ ಸಮತೋಲನ ಸಾಧಿಸುವುದು ಇಂದಿನ ಅಗತ್ಯ. ನ್ಯಾಯಾಲಯದ ನಿರ್ದೇಶನಗಳ ಪಾಲನೆಯೊಂದಿಗೆ ನಾಗರಿಕರ ಜವಾಬ್ದಾರಿಯೂ ಮುಖ್ಯ. ಆಹಾರ ನೀಡುವವರು ನಿಗದಿತ ಸ್ಥಳಗಳಲ್ಲಿ ಮಾತ್ರ ಆಹಾರ ನೀಡಬೇಕು ಎಂಬ ನಿಯಮ ಪಾಲನೆಯಾಗಬೇಕು. ಆಡಳಿತ ಮತ್ತು ಸಮಾಜ ಒಟ್ಟಾಗಿ ಕೆಲಸ ಮಾಡಿದರೆ ಮಾತ್ರ ಈ ಬಿಕ್ಕಟ್ಟಿಗೆ ಪರಿಹಾರ ಸಾಧ್ಯ. ಹಿಂದಿನ ದಿನಗಳಲ್ಲಿ ನಾಯಿಯೇನೂ ಸಮಸ್ಯೆಯಾಗಿ ಕಾಣುತ್ತಿರಲಿಲ್ಲ. ಇವತ್ತು ಮಹಾನಗರ ಸೇರಿದಂತೆ ಸಣ್ಣ ಪಟ್ಟಣಗಳಲ್ಲೂ ಬೀದಿ ನಾಯಿಗಳ ಸಂಖ್ಯೆ ಹೆಚ್ಚುತ್ತಿದೆ. ಮಕ್ಕಳು, ವೃದ್ಧರು ಹಾಗೂ ದ್ವಿಚಕ್ರ ವಾಹನ ಸವಾರರ ಮೇಲೆ ದಾಳಿ ನಡೆಯುತ್ತಿರುವ ಘಟನೆಗಳು ಆತಂಕ ಮೂಡಿಸಿವೆ. ಸ್ಥಳೀಯ ಸಂಸ್ಥೆಗಳು ಸಂತಾನಹರಣ ಚಿಕಿತ್ಸೆ, ಲಸಿಕೆ ಹಾಗೂ ಆಶ್ರಯ ತಾಣಗಳ ನಿರ್ಮಾಣದ ಬಗ್ಗೆ ಗಂಭೀರವಾಗಿ ಯೋಚಿಸಬೇಕಿದೆ. ಶ್ವಾನಪ್ರೇಮಿಗಳ ಕಾಳಜಿ ಹಾಗೂ ಸಾರ್ವಜನಿಕ ಸುರಕ್ಷತೆಯ ನಡುವೆ ಸಮತೋಲನ ಸಾಧಿಸುವುದು ಇಂದಿನ ಅಗತ್ಯ. ನ್ಯಾಯಾಲಯದ ನಿರ್ದೇಶನಗಳ ಪಾಲನೆಯೊಂದಿಗೆ ನಾಗರಿಕರ ಜವಾಬ್ದಾರಿಯೂ ಮುಖ್ಯ. ಆಹಾರ ನೀಡುವವರು ನಿಗದಿತ ಸ್ಥಳಗಳಲ್ಲಿ ಮಾತ್ರ ಆಹಾರ ನೀಡಬೇಕು ಎಂಬ ನಿಯಮ ಪಾಲನೆಯಾಗಬೇಕು. ಆಡಳಿತ ಮತ್ತು ಸಮಾಜ ಒಟ್ಟಾಗಿ ಕೆಲಸ ಮಾಡಿದರೆ ಮಾತ್ರ ಈ ಬಿಕ್ಕಟ್ಟಿಗೆ ಪರಿಹಾರ ಸಾಧ್ಯ. ಹಿಂದಿನ ದಿನಗಳಲ್ಲಿ ನಾಯಿಯೇನೂ ಸಮಸ್ಯೆಯಾಗಿ ಕಾಣುತ್ತಿರಲಿಲ್ಲ. ಇವತ್ತು ಮಹಾನಗರ ಸೇರಿದಂತೆ ಸಣ್ಣ ಪಟ್ಟಣಗಳಲ್ಲೂ ಬೀದಿ ನಾಯಿಗಳ ಸಂಖ್ಯೆ ಹೆಚ್ಚುತ್ತಿದೆ. ಮಕ್ಕಳು, ವೃದ್ಧರು ಹಾಗೂ ದ್ವಿಚಕ್ರ ವಾಹನ ಸವಾರರ ಮೇಲೆ ದಾಳಿ ನಡೆಯುತ್ತಿರುವ ಘಟನೆಗಳು ಆತಂಕ ಮೂಡಿಸಿವೆ. ಸ್ಥಳೀಯ ಸಂಸ್ಥೆಗಳು ಸಂತಾನಹರಣ ಚಿಕಿತ್ಸೆ, ಲಸಿಕೆ ಹಾಗೂ ಆಶ್ರಯ ತಾಣಗಳ ನಿರ್ಮಾಣದ ಬಗ್ಗೆ ಗಂಭೀರವಾಗಿ ಯೋಚಿಸಬೇಕಿದೆ. ಶ್ವಾನಪ್ರೇಮಿಗಳ ಕಾಳಜಿ ಹಾಗೂ ಸಾರ್ವಜನಿಕ ಸುರಕ್ಷತೆಯ ನಡುವೆ ಸಮತೋಲನ ಸಾಧಿಸುವುದು ಇಂದಿನ ಅಗತ್ಯ. ನ್ಯಾಯಾಲಯದ ನಿರ್ದೇಶನಗಳ ಪಾಲನೆಯೊಂದಿಗೆ ನಾಗರಿಕರ ಜವಾಬ್ದಾರಿಯೂ ಮುಖ್ಯ. ಆಹಾರ ನೀಡುವವರು ನಿಗದಿತ ಸ್ಥಳಗಳಲ್ಲಿ ಮಾತ್ರ ಆಹಾರ ನೀಡಬೇಕು ಎಂಬ ನಿಯಮ ಪಾಲನೆಯಾಗಬೇಕು. ಆಡಳಿತ ಮತ್ತು ಸಮಾಜ ಒಟ್ಟಾಗಿ ಕೆಲಸ ಮಾಡಿದರೆ ಮಾತ್ರ ಈ ಬಿಕ್ಕಟ್ಟಿಗೆ ಪರಿಹಾರ ಸಾಧ್ಯ. [14,197,374,779]
section-divider-2 [397,1630,1507,1632]
editor-kn-label: ಪ್ರಧಾನ ಸಂಪಾದಕ [24,2391,84,2404]
supreme-court-photo [778,472,1133,650]
dog-headline: ಬೀದಿ ನಾಯಿ ದಾಳಿ ಮೃತರ ಕುಟುಂಬಕ್ಕೆ 5 ಲಕ್ಷ ರೂ. ಪರಿಹಾರ [407,1922,654,1978]
social-icons[interactable]: f ◎ ✕ ▶ [756,62,807,78]
samavasarana-body: ಗೌರವಾನ್ವಿತ ಶ್ರೀ ಚಂದ್ರನಾಥಸ್ವಾಮಿ ಬಸದಿಯಲ್ಲಿ ಸಮವಸರಣ ಪೂಜೆ ಶ್ರದ್ಧಾಭಕ್ತಿಯಿಂದ ನೆರವೇರಿತು. ಜೈನ ಸಮುದಾಯದ ಭಕ್ತರು ಪಾಲ್ಗೊಂಡು ಪೂಜಾ ವಿಧಿವಿಧಾನಗಳಲ್ಲಿ ಭಾಗಿಯಾದರು. [1283,2139,1502,2204]
phone-number: 9019706398 [1247,61,1327,77]
columnist-photo [1005,166,1117,278]
author-portrait [1045,975,1128,1081]
issue-date: ಶುಕ್ರವಾರ, 21 ನವೆಂಬರ್ 2025 [8,57,161,71]
epaper-link[interactable]: epaper.prathinidhi.net [989,12,1323,48]
mail-icon: ✉ [945,62,957,78]
footer-logo: ಪ್ರತಿನಿಧಿ [8,2344,89,2383]
phone-icon: ☎ [1228,62,1246,78]
bharata-body: ಅರ್ಜುನನ ಆ ಮಾತುಗಳನ್ನು ಕೇಳಿ ಕೌರವ ಸೇನೆಯು ದಿಗ್ಭ್ರಮೆಗೊಂಡಿತು. ರಣರಂಗದಲ್ಲಿ ಬಾಣಗಳ ಮಳೆ ಸುರಿಯಿತು. ಗುರು ದ್ರೋಣರು ತಮ್ಮ ಶಿಷ್ಯನ ಪರಾಕ್ರಮವನ್ನು ಕಂಡು ಮನಸ್ಸಿನಲ್ಲೇ ಹೆಮ್ಮೆಪಟ್ಟರು. ಆದರೆ ಕರ್ತವ್ಯದ ಬಂಧನ ಅವರನ್ನು ಹಿಡಿದಿಟ್ಟಿತ್ತು. ಬ್ರಹ್ಮಾಸ್ತ್ರದ ಪ್ರಯೋಗದ ಬಗ್ಗೆ ಚರ್ಚೆ ನಡೆಯಿತು. ಲೋಕಕ್ಷೇಮದ ಹಿತದೃಷ್ಟಿಯಿಂದ ಅಸ್ತ್ರವನ್ನು ಹಿಂಪಡೆಯಬೇಕೆಂದು ಋಷಿಗಳು ಸೂಚಿಸಿದರು. ಕೃಷ್ಣನು ಅರ್ಜುನನಿಗೆ ಧೈರ್ಯ ತುಂಬಿದನು. ಯುದ್ಧದ ಭೀಕರತೆ ಮುಂದುವರಿಯಿತು ಹಾಗೂ ಎರಡೂ ಕಡೆಯ ವೀರರು ತಮ್ಮ ಶೌರ್ಯವನ್ನು ಮೆರೆದರು. ಅರ್ಜುನನ ಆ ಮಾತುಗಳನ್ನು ಕೇಳಿ ಕೌರವ ಸೇನೆಯು ದಿಗ್ಭ್ರಮೆಗೊಂಡಿತು. ರಣರಂಗದಲ್ಲಿ ಬಾಣಗಳ ಮಳೆ ಸುರಿಯಿತು. ಗುರು ದ್ರೋಣರು ತಮ್ಮ ಶಿಷ್ಯನ ಪರಾಕ್ರಮವನ್ನು ಕಂಡು ಮನಸ್ಸಿನಲ್ಲೇ ಹೆಮ್ಮೆಪಟ್ಟರು. ಆದರೆ ಕರ್ತವ್ಯದ ಬಂಧನ ಅವರನ್ನು ಹಿಡಿದಿಟ್ಟಿತ್ತು. ಬ್ರಹ್ಮಾಸ್ತ್ರದ ಪ್ರಯೋಗದ ಬಗ್ಗೆ ಚರ್ಚೆ ನಡೆಯಿತು. ಲೋಕಕ್ಷೇಮದ ಹಿತದೃಷ್ಟಿಯಿಂದ ಅಸ್ತ್ರವನ್ನು ಹಿಂಪಡೆಯಬೇಕೆಂದು ಋಷಿಗಳು ಸೂಚಿಸಿದರು. ಕೃಷ್ಣನು ಅರ್ಜುನನಿಗೆ ಧೈರ್ಯ ತುಂಬಿದನು. ಯುದ್ಧದ ಭೀಕರತೆ ಮುಂದುವರಿಯಿತು ಹಾಗೂ ಎರಡೂ ಕಡೆಯ ವೀರರು ತಮ್ಮ ಶೌರ್ಯವನ್ನು ಮೆರೆದರು. [8,1118,315,1413]
globe-icon: ⊕ [496,62,509,78]
lead-body-col3: ಸಂವಿಧಾನದಲ್ಲಿ ಉಲ್ಲೇಖವಿಲ್ಲದ ರಾಜ್ಯಪಾಲರ ಪಾಕೆಟ್ ವೀಟೊ ಅಧಿಕಾರದ ಬಗ್ಗೆ ಪೀಠ ಸ್ಪಷ್ಟನೆ ನೀಡಿದೆ. ರಾಜ್ಯಪಾಲರು ವಿಧೇಯಕವನ್ನು ಅನುಮೋದಿಸಬಹುದು, ತಡೆಹಿಡಿಯಬಹುದು ಅಥವಾ ರಾಷ್ಟ್ರಪತಿಗಳ ಪರಿಶೀಲನೆಗೆ ಕಾಯ್ದಿರಿಸಬಹುದು ಎಂದು ಹೇಳಿದೆ. ಆದರೆ ಅನಗತ್ಯ ವಿಳಂಬ ಮಾಡುವುದು ಸರಿಯಲ್ಲ ಎಂದು ಕಿವಿಮಾತು ಹೇಳಿದೆ. ಸಾಂವಿಧಾನಿಕ ಹುದ್ದೆಗಳಲ್ಲಿ ಇರುವವರು ಪರಸ್ಪರ ಗೌರವ ಹಾಗೂ ಸಹಕಾರದಿಂದ ಕಾರ್ಯನಿರ್ವಹಿಸಬೇಕು ಎಂಬುದು ಪೀಠದ ಆಶಯವಾಗಿದೆ. ರಾಷ್ಟ್ರಪತಿಯವರ ಅಭಿಪ್ರಾಯ ಕೇಳಿಕೆಯ ಮೇರೆಗೆ ಪೀಠವು ಹದಿನಾಲ್ಕು ಪ್ರಶ್ನೆಗಳಿಗೆ ಉತ್ತರ ನೀಡಿದೆ. ಸಂವಿಧಾನದ 200 ಮತ್ತು 201ನೇ ವಿಧಿಗಳ ವ್ಯಾಖ್ಯಾನ ಈ ತೀರ್ಪಿನಲ್ಲಿ ಪ್ರಮುಖ ಸ್ಥಾನ ಪಡೆದಿದೆ. [778,657,1133,823]
lkg-headline: ಸರ್ಕಾರಿ ಶಾಲೆಗಳಲ್ಲಿ ಎಲ್‌ಕೆಜಿ, ಯುಕೆಜಿ [8,2153,320,2182]
social-handle[interactable]: prathinidhinews [821,61,920,77]
dc-headline: ಡಿಸಿಗೆ ಉಪಲೋಕಾಯುಕ್ತ ನೋಟಿಸ್ [8,1929,318,1961]
pada-sub: ರಚನಾಕೃತ [65,940,99,952]
dog-compensation-box [397,1914,680,2330]
lead-headline: ರಾಜ್ಯಗಳ ಪರಮಾಧಿಕಾರಕ್ಕೆ ‘ಸುಪ್ರೀಂ’ ಬ್ರೇಕ್ [532,94,1212,152]
sutrada-belaku-banner [786,963,1140,1087]
editorial-kicker: ಸಂಪಾದಕೀಯ [94,98,242,136]
bharata-author: ಸಿಕೆಎಂ [201,1034,229,1048]
pada-word: ಪಾದ [65,896,118,933]
footer [0,2336,1512,2428]
author-photo [12,882,59,947]
footer-phone: +91 9019706398 [313,2397,428,2412]
bharata-title: ಭಾರತ ತಿಳಿ [159,986,251,1016]
contact-band [472,57,1347,82]
school-headline: ಶಾಲಾ ಪರ್ವದಲ್ಲಿ ಸಹಕಾರ [8,1533,265,1569]
column-divider [390,94,391,2333]
hope-body-col1: ಮನುಷ್ಯನ ಮನಸ್ಸಿನಲ್ಲಿ ಏಳುವ ಆಲೋಚನೆಗಳು, ಚಿಂತನೆಗಳು, ಭಾವನೆಗಳನ್ನು ಸರಿಯಾಗಿ ಗುರುತಿಸಿ, ಅವುಗಳಲ್ಲಿ ಜೀವ ಮತ್ತು ಜೀವನಕ್ಕೆ ಕೆಲಸಕ್ಕೆ ಬಾರದವುಗಳನ್ನು ಕೈಬಿಟ್ಟು ಬೇಕಾದವುಗಳನ್ನು ಉಳಿಸಿಕೊಳ್ಳುವುದು ಜೀವನದ ದೊಡ್ಡ ಕಲೆ. ಮನುಷ್ಯನ ಮನಸ್ಸು ಹಳೆಯ ನೆನಪುಗಳ ಭಂಡಾರ. ಅದರಲ್ಲಿ ಸಿಹಿ ನೆನಪುಗಳೂ ಇರುತ್ತವೆ, ಕಹಿ ನೆನಪುಗಳೂ ಇರುತ್ತವೆ. ಕಹಿ ನೆನಪುಗಳನ್ನು ಮತ್ತೆ ಮತ್ತೆ ನೆನೆಸಿಕೊಂಡು ಕೊರಗುವುದರಿಂದ ಮನಸ್ಸಿನ ನೆಮ್ಮದಿ ಹಾಳಾಗುತ್ತದೆ. ಆರೋಗ್ಯದ ಮೇಲೂ ದುಷ್ಪರಿಣಾಮ ಬೀರುತ್ತದೆ. ಹಾಗಾಗಿ ಕಹಿ ನೆನಪುಗಳನ್ನು ಮರೆತು, ಸಿಹಿ ನೆನಪುಗಳನ್ನು ಮೆಲುಕು ಹಾಕುತ್ತಾ ವರ್ತಮಾನದಲ್ಲಿ ಬದುಕುವುದನ್ನು ಕಲಿಯಬೇಕು. ಧ್ಯಾನ, ಯೋಗ, ಪ್ರಾರ್ಥನೆ ಹಾಗೂ ಒಳ್ಳೆಯ ಸಂಗದಿಂದ ಮನಸ್ಸನ್ನು ಹಗುರಗೊಳಿಸಿಕೊಳ್ಳಬಹುದು. ಅನುಭೂತ ವಿಷಯಾನುಸ್ಮರಣಂ ಸ್ಮೃತಿಃ ಈ ಸೂತ್ರದ ಮೂಲಕ ಮಹರ್ಷಿಗಳು ನೆನಪಿನ ಸ್ವರೂಪವನ್ನು ವಿವರಿಸುತ್ತಾರೆ. ನಾವು ಅನುಭವಿಸಿದ ವಿಷಯವನ್ನು ಮತ್ತೆ ಮನಸ್ಸಿಗೆ ತಂದುಕೊಳ್ಳುವುದೇ ಸ್ಮೃತಿ. ಒಳ್ಳೆಯ ಅನುಭವಗಳನ್ನು ನೆನಪಿಸಿಕೊಂಡಾಗ ಮನಸ್ಸು ಉಲ್ಲಾಸಗೊಳ್ಳುತ್ತದೆ. [397,964,775,1189]
footer-imprint: Printed and Published by NARAYANA and Owned by NAVA MADHYAMA PRIVATE LIMITED and Printed at METROPOLITAN MEDIA COMPANY LTD. No-34/B, Near B.E.M.L Industrial Area, K.R.S Road, Hootagalli – 570018, Mysuru Dist, Karnataka. and Published at Ar NAVA MADHYAMA PRIVATE LIMITED, No-75, 1st Floor, 3rd Cross, 'I'- Block, Kuvempu Nagara, Mysuru – 570023, Mysuru Dist. Karnataka. Editor : NARAYANA. Founder Editor: Late S.S.IYENGAR. RNI No. KRKAN 13407/61. [850,2344,1506,2404]
school-body: ಹಲವು ಉತ್ಸಾಹದಿಂದ ಪಾಲ್ಗೊಂಡ ಸಾರ್ವಜನಿಕರು ಶಾಲೆಯ ಅಭಿವೃದ್ಧಿಗೆ ಕೈಜೋಡಿಸಿದರು. ಹಳೆಯ ವಿದ್ಯಾರ್ಥಿಗಳ ಸಂಘ, ಪೋಷಕರು ಹಾಗೂ ಶಿಕ್ಷಕರು ಸೇರಿ ಶಾಲೆಯ ಕಟ್ಟಡ ದುರಸ್ತಿ, ಗ್ರಂಥಾಲಯ ಹಾಗೂ ಕಂಪ್ಯೂಟರ್ ಕೊಠಡಿ ನಿರ್ಮಾಣಕ್ಕೆ ದೇಣಿಗೆ ನೀಡಿದರು. ಕಾರ್ಯಕ್ರಮದಲ್ಲಿ ಜನಪ್ರತಿನಿಧಿಗಳು, ಅಧಿಕಾರಿಗಳು ಭಾಗವಹಿಸಿದ್ದರು. ಸರ್ಕಾರಿ ಶಾಲೆಗಳ ಬಲವರ್ಧನೆಗೆ ಸಮುದಾಯದ ಸಹಭಾಗಿತ್ವ ಅಗತ್ಯ ಎಂದು ಅತಿಥಿಗಳು ಅಭಿಪ್ರಾಯಪಟ್ಟರು. ಮಕ್ಕಳ ಕಲಿಕೆಗೆ ಅಗತ್ಯವಾದ ಸೌಲಭ್ಯಗಳನ್ನು ಒದಗಿಸುವ ಭರವಸೆ ನೀಡಲಾಯಿತು. ಹಲವು ಉತ್ಸಾಹದಿಂದ ಪಾಲ್ಗೊಂಡ ಸಾರ್ವಜನಿಕರು ಶಾಲೆಯ ಅಭಿವೃದ್ಧಿಗೆ ಕೈಜೋಡಿಸಿದರು. ಹಳೆಯ ವಿದ್ಯಾರ್ಥಿಗಳ ಸಂಘ, ಪೋಷಕರು ಹಾಗೂ ಶಿಕ್ಷಕರು ಸೇರಿ ಶಾಲೆಯ ಕಟ್ಟಡ ದುರಸ್ತಿ, ಗ್ರಂಥಾಲಯ ಹಾಗೂ ಕಂಪ್ಯೂಟರ್ ಕೊಠಡಿ ನಿರ್ಮಾಣಕ್ಕೆ ದೇಣಿಗೆ ನೀಡಿದರು. ಕಾರ್ಯಕ್ರಮದಲ್ಲಿ ಜನಪ್ರತಿನಿಧಿಗಳು, ಅಧಿಕಾರಿಗಳು ಭಾಗವಹಿಸಿದ್ದರು. ಸರ್ಕಾರಿ ಶಾಲೆಗಳ ಬಲವರ್ಧನೆಗೆ ಸಮುದಾಯದ ಸಹಭಾಗಿತ್ವ ಅಗತ್ಯ ಎಂದು ಅತಿಥಿಗಳು ಅಭಿಪ್ರಾಯಪಟ್ಟರು. ಮಕ್ಕಳ ಕಲಿಕೆಗೆ ಅಗತ್ಯವಾದ ಸೌಲಭ್ಯಗಳನ್ನು ಒದಗಿಸುವ ಭರವಸೆ ನೀಡಲಾಯಿತು. [8,1582,384,1804]
